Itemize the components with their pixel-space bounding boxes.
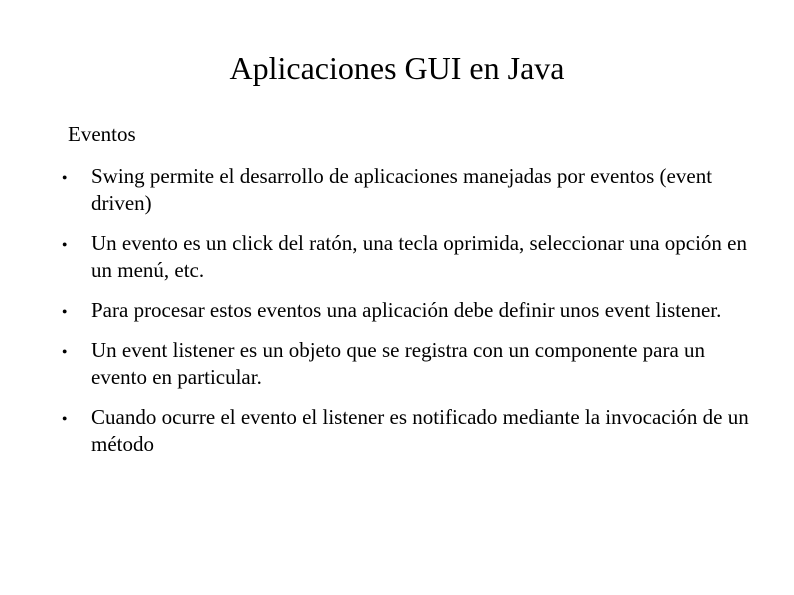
bullet-list	[0, 163, 794, 471]
bullet-icon: ●	[62, 172, 68, 182]
list-item	[0, 230, 794, 284]
list-item	[0, 163, 794, 217]
list-item	[0, 297, 794, 324]
slide-title: Aplicaciones GUI en Java	[229, 50, 565, 86]
section-heading: Eventos	[68, 122, 136, 146]
bullet-icon: ●	[62, 346, 68, 356]
list-item	[0, 404, 794, 458]
bullet-icon: ●	[62, 413, 68, 423]
bullet-text: Cuando ocurre el evento el listener es notificado mediante la invocación de un método	[91, 405, 749, 456]
bullet-text: Swing permite el desarrollo de aplicaciones manejadas por eventos (event driven)	[91, 164, 713, 215]
list-item	[0, 337, 794, 391]
bullet-text: Un event listener es un objeto que se registra con un componente para un evento en particular.	[91, 338, 706, 389]
bullet-icon: ●	[62, 306, 68, 316]
bullet-text: Un evento es un click del ratón, una tecla oprimida, seleccionar una opción en un menú, etc.	[91, 231, 748, 282]
bullet-icon: ●	[62, 239, 68, 249]
bullet-text: Para procesar estos eventos una aplicación debe definir unos event listener.	[91, 298, 722, 322]
